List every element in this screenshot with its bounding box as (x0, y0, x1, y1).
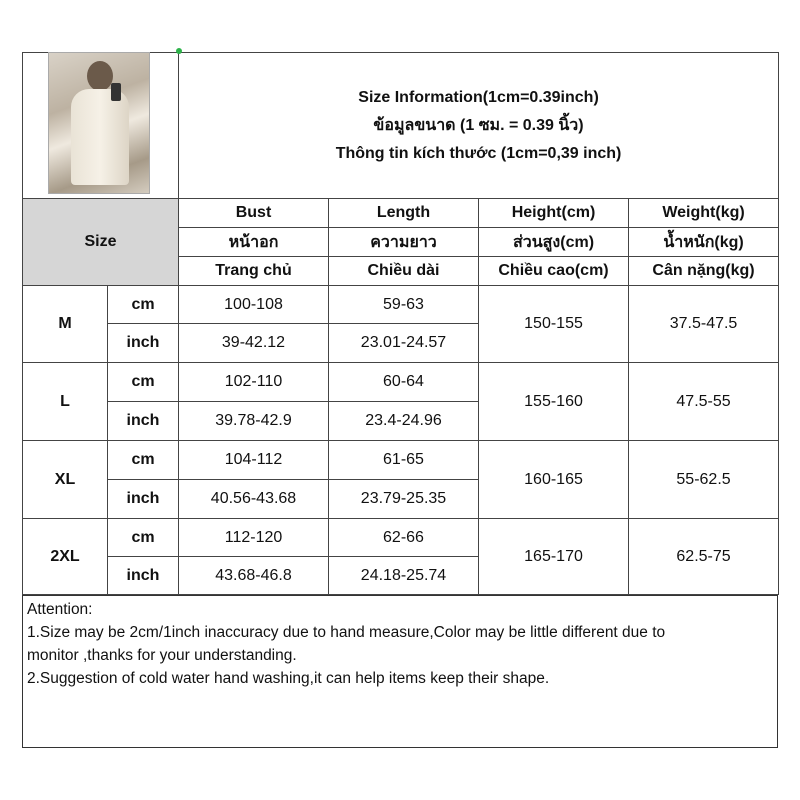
length-cm-l: 60-64 (329, 363, 479, 402)
bust-header-en: Bust (179, 199, 329, 228)
attention-line-1a: 1.Size may be 2cm/1inch inaccuracy due to hand measure,Color may be little different due to (27, 624, 666, 641)
length-inch-l: 23.4-24.96 (329, 402, 479, 441)
bust-inch-l: 39.78-42.9 (179, 402, 329, 441)
unit-cm: cm (108, 441, 179, 480)
height-header-th: ส่วนสูง(cm) (479, 228, 629, 257)
size-info-header (179, 53, 779, 199)
height-xl: 160-165 (479, 441, 629, 519)
model-coat (71, 89, 129, 185)
length-header-vi: Chiều dài (329, 257, 479, 286)
bust-inch-2xl: 43.68-46.8 (179, 557, 329, 595)
length-inch-xl: 23.79-25.35 (329, 480, 479, 519)
bust-header-th: หน้าอก (179, 228, 329, 257)
unit-inch: inch (108, 402, 179, 441)
unit-inch: inch (108, 557, 179, 595)
weight-header-vi: Cân nặng(kg) (629, 257, 779, 286)
length-cm-m: 59-63 (329, 286, 479, 324)
unit-cm: cm (108, 363, 179, 402)
title-english: Size Information(1cm=0.39inch) (358, 88, 599, 106)
size-label-xl: XL (23, 441, 108, 519)
height-2xl: 165-170 (479, 519, 629, 595)
length-inch-2xl: 24.18-25.74 (329, 557, 479, 595)
size-label-l: L (23, 363, 108, 441)
weight-header-en: Weight(kg) (629, 199, 779, 228)
phone-icon (111, 83, 121, 101)
unit-cm: cm (108, 286, 179, 324)
weight-header-th: น้ำหนัก(kg) (629, 228, 779, 257)
product-photo (48, 52, 150, 194)
attention-line-2: 2.Suggestion of cold water hand washing,it can help items keep their shape. (27, 670, 550, 687)
attention-heading: Attention: (27, 601, 93, 618)
bust-cm-m: 100-108 (179, 286, 329, 324)
attention-line-1b: monitor ,thanks for your understanding. (27, 647, 297, 664)
weight-l: 47.5-55 (629, 363, 779, 441)
weight-m: 37.5-47.5 (629, 286, 779, 363)
bust-cm-l: 102-110 (179, 363, 329, 402)
length-header-en: Length (329, 199, 479, 228)
length-cm-xl: 61-65 (329, 441, 479, 480)
length-cm-2xl: 62-66 (329, 519, 479, 557)
weight-xl: 55-62.5 (629, 441, 779, 519)
length-inch-m: 23.01-24.57 (329, 324, 479, 363)
bust-header-vi: Trang chủ (179, 257, 329, 286)
height-l: 155-160 (479, 363, 629, 441)
green-dot-icon (176, 48, 182, 54)
title-vietnamese: Thông tin kích thước (1cm=0,39 inch) (335, 144, 622, 162)
unit-inch: inch (108, 324, 179, 363)
height-header-en: Height(cm) (479, 199, 629, 228)
title-thai: ข้อมูลขนาด (1 ซม. = 0.39 นิ้ว) (373, 116, 584, 134)
weight-2xl: 62.5-75 (629, 519, 779, 595)
attention-notes (22, 595, 778, 748)
unit-inch: inch (108, 480, 179, 519)
size-label-m: M (23, 286, 108, 363)
height-m: 150-155 (479, 286, 629, 363)
model-head (87, 61, 113, 91)
length-header-th: ความยาว (329, 228, 479, 257)
bust-inch-m: 39-42.12 (179, 324, 329, 363)
size-label-2xl: 2XL (23, 519, 108, 595)
bust-cm-2xl: 112-120 (179, 519, 329, 557)
height-header-vi: Chiều cao(cm) (479, 257, 629, 286)
unit-cm: cm (108, 519, 179, 557)
bust-cm-xl: 104-112 (179, 441, 329, 480)
bust-inch-xl: 40.56-43.68 (179, 480, 329, 519)
size-column-header: Size (23, 199, 179, 286)
